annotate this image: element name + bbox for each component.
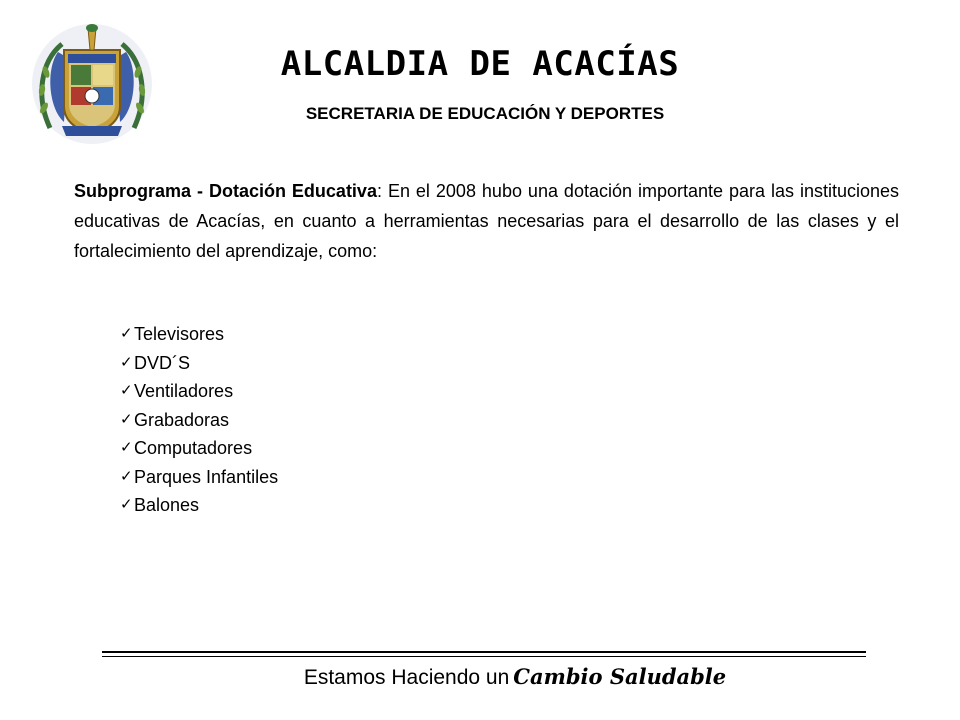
footer-script-text: Cambio Saludable	[513, 664, 727, 689]
checkmark-icon: ✓	[120, 439, 133, 456]
footer-divider	[102, 651, 866, 653]
list-item-label: Grabadoras	[134, 409, 230, 430]
checkmark-icon: ✓	[120, 467, 133, 485]
list-item	[120, 491, 278, 520]
checkmark-icon: ✓	[120, 410, 133, 428]
list-item-label: Televisores	[134, 324, 225, 344]
intro-paragraph	[74, 176, 899, 266]
list-item	[120, 320, 278, 349]
list-item-label: Computadores	[134, 438, 253, 458]
footer-text: Estamos Haciendo un	[303, 666, 510, 689]
list-item-label: DVD´S	[134, 352, 191, 373]
list-item	[120, 463, 278, 492]
equipment-list	[120, 320, 278, 520]
list-item	[120, 434, 278, 463]
list-item-label: Balones	[134, 495, 200, 515]
footer-divider-thin	[102, 656, 866, 657]
footer-slogan	[0, 664, 960, 690]
checkmark-icon: ✓	[120, 382, 133, 399]
list-item	[120, 349, 278, 378]
checkmark-icon: ✓	[120, 353, 133, 371]
list-item-label: Parques Infantiles	[134, 466, 279, 487]
list-item-label: Ventiladores	[134, 381, 234, 401]
subprogram-heading: Subprograma - Dotación Educativa	[74, 181, 377, 201]
checkmark-icon: ✓	[120, 325, 133, 342]
checkmark-icon: ✓	[120, 496, 133, 513]
list-item	[120, 406, 278, 435]
intro-text: : En el 2008 hubo una dotación importante para las instituciones educativas de Acacías, en cuanto a herramientas necesarias para el desarrollo de las clases y el fortalecimiento del aprendizaje, como:	[74, 181, 899, 261]
list-item	[120, 377, 278, 406]
page-title: ALCALDIA DE ACACÍAS	[280, 44, 680, 84]
page-subtitle: SECRETARIA DE EDUCACIÓN Y DEPORTES	[305, 104, 665, 123]
